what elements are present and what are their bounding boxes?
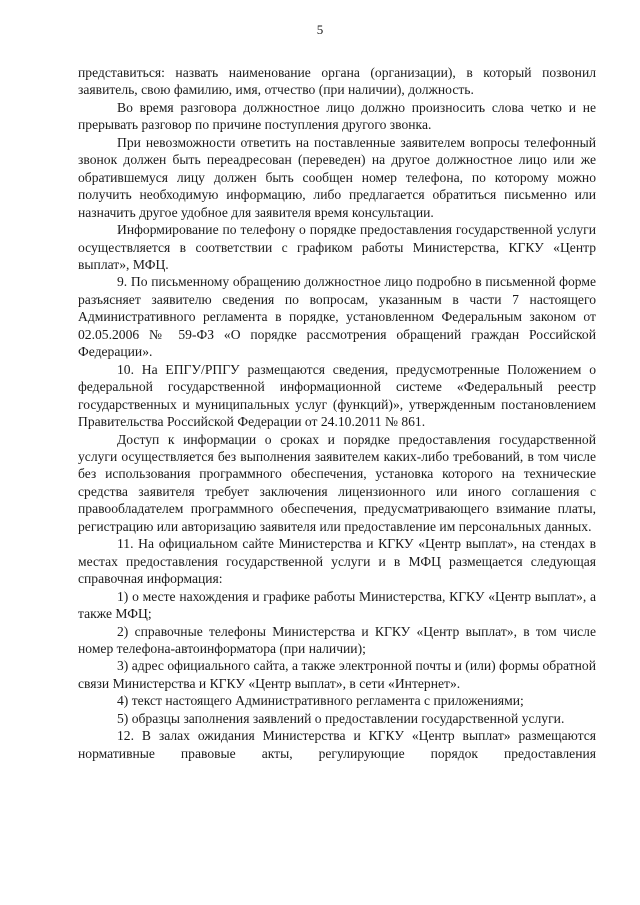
paragraph-information-access: Доступ к информации о сроках и порядке предоставления государственной услуги осуществляется без выполнения заявителем каких-либо требований, в том числе без использования программного обеспечения, установка которого на технические средства заявителя требует заключения лицензионного или иного соглашения с правообладателем программного обеспечения, предусматривающего взимание платы, регистрацию или авторизацию заявителя или предоставление им персональных данных.: [78, 431, 596, 534]
paragraph-introduction-continuation: представиться: назвать наименование органа (организации), в который позвонил заявитель, свою фамилию, имя, отчество (при наличии), должность.: [78, 65, 596, 98]
list-item-location: 1) о месте нахождения и графике работы Министерства, КГКУ «Центр выплат», а также МФЦ;: [78, 588, 596, 622]
list-item-website: 3) адрес официального сайта, а также электронной почты и (или) формы обратной связи Министерства и КГКУ «Центр выплат», в сети «Интернет».: [78, 658, 596, 691]
paragraph-phone-schedule: Информирование по телефону о порядке предоставления государственной услуги осуществляется в соответствии с графиком работы Министерства, КГКУ «Центр выплат», МФЦ.: [78, 222, 596, 272]
list-item-regulation-text: 4) текст настоящего Административного регламента с приложениями;: [117, 693, 524, 709]
paragraph-item-12: 12. В залах ожидания Министерства и КГКУ «Центр выплат» размещаются нормативные правовые акты, регулирующие порядок предоставления: [78, 728, 596, 761]
paragraph-call-redirect: При невозможности ответить на поставленные заявителем вопросы телефонный звонок должен быть переадресован (переведен) на другое должностное лицо или же обратившемуся лицу должен быть сообщен номер телефона, по которому можно получить необходимую информацию, либо предлагается обратиться письменно или назначить другое удобное для заявителя время консультации.: [78, 134, 596, 220]
page-number: 5: [316, 22, 324, 37]
paragraph-item-9: 9. По письменному обращению должностное лицо подробно в письменной форме разъясняет заявителю сведения по вопросам, указанным в части 7 настоящего Административного регламента в порядке, установленном Федеральным законом от 02.05.2006 № 59-ФЗ «О порядке рассмотрения обращений граждан Российской Федерации».: [78, 274, 596, 360]
list-item-sample-forms: 5) образцы заполнения заявлений о предоставлении государственной услуги.: [117, 710, 565, 726]
paragraph-item-11: 11. На официальном сайте Министерства и КГКУ «Центр выплат», на стендах в местах предоставления государственной услуги и в МФЦ размещается следующая справочная информация:: [78, 536, 596, 587]
paragraph-item-10: 10. На ЕПГУ/РПГУ размещаются сведения, предусмотренные Положением о федеральной государственной информационной системе «Федеральный реестр государственных и муниципальных услуг (функций)», утвержденным постановлением Правительства Российской Федерации от 24.10.2011 № 861.: [78, 361, 596, 430]
paragraph-speech-rules: Во время разговора должностное лицо должно произносить слова четко и не прерывать разговор по причине поступления другого звонка.: [78, 99, 596, 133]
document-body: [78, 64, 596, 762]
list-item-phones: 2) справочные телефоны Министерства и КГКУ «Центр выплат», в том числе номер телефона-автоинформатора (при наличии);: [78, 623, 596, 656]
